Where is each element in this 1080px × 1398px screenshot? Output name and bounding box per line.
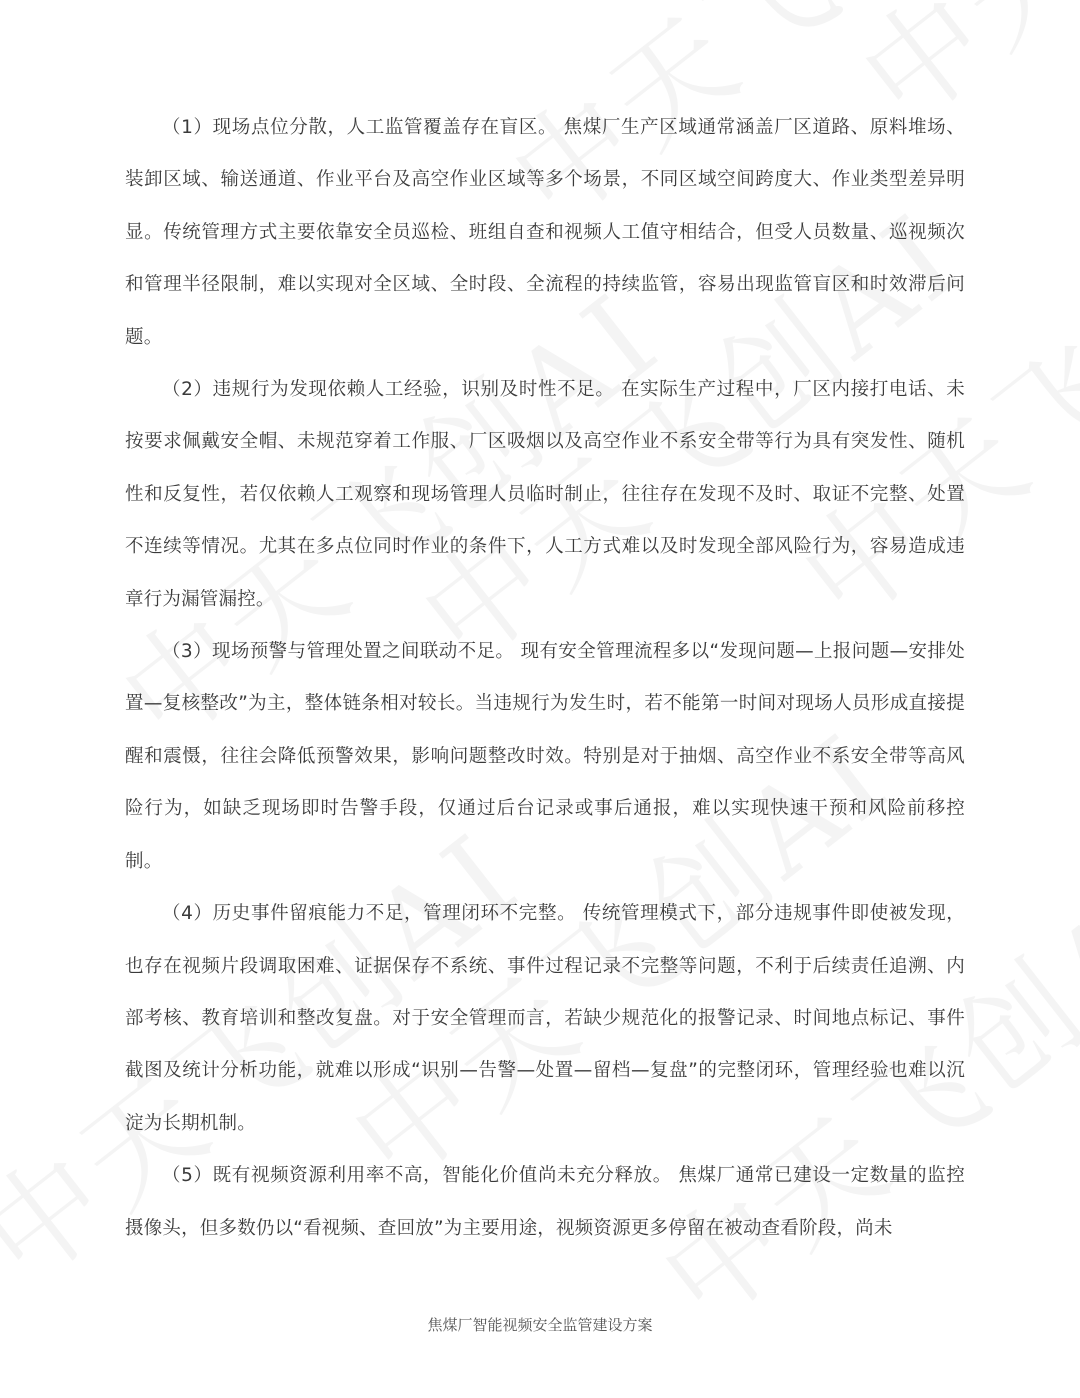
paragraph-text: 传统管理模式下，部分违规事件即使被发现，也存在视频片段调取困难、证据保存不系统、事件过程记录不完整等问题，不利于后续责任追溯、内部考核、教育培训和整改复盘。对于安全管理而言，若缺少规范化的报警记录、时间地点标记、事件截图及统计分析功能，就难以形成“识别—告警—处置—留档—复盘”的完整闭环，管理经验也难以沉淀为长期机制。 [125,903,965,1134]
paragraph-lead: （4）历史事件留痕能力不足，管理闭环不完整。 [162,903,577,925]
paragraph-lead: （2）违规行为发现依赖人工经验，识别及时性不足。 [162,379,615,401]
paragraph-text: 在实际生产过程中，厂区内接打电话、未按要求佩戴安全帽、未规范穿着工作服、厂区吸烟以及高空作业不系安全带等行为具有突发性、随机性和反复性，若仅依赖人工观察和现场管理人员临时制止，往往存在发现不及时、取证不完整、处置不连续等情况。尤其在多点位同时作业的条件下，人工方式难以及时发现全部风险行为，容易造成违章行为漏管漏控。 [125,379,965,610]
paragraph-text: 现有安全管理流程多以“发现问题—上报问题—安排处置—复核整改”为主，整体链条相对较长。当违规行为发生时，若不能第一时间对现场人员形成直接提醒和震慑，往往会降低预警效果，影响问题整改时效。特别是对于抽烟、高空作业不系安全带等高风险行为，如缺乏现场即时告警手段，仅通过后台记录或事后通报，难以实现快速干预和风险前移控制。 [125,641,965,872]
paragraph-lead: （1）现场点位分散，人工监管覆盖存在盲区。 [162,117,558,138]
paragraph-4 [125,888,965,1150]
paragraph-3 [125,626,965,888]
paragraph-5 [125,1150,965,1255]
paragraph-text: 焦煤厂通常已建设一定数量的监控摄像头，但多数仍以“看视频、查回放”为主要用途，视频资源更多停留在被动查看阶段，尚未 [125,1165,965,1239]
paragraph-1 [125,102,965,364]
paragraph-lead: （5）既有视频资源利用率不高，智能化价值尚未充分释放。 [162,1165,672,1187]
page-footer: 焦煤厂智能视频安全监管建设方案 [427,1316,653,1334]
paragraph-text: 焦煤厂生产区域通常涵盖厂区道路、原料堆场、装卸区域、输送通道、作业平台及高空作业区域等多个场景，不同区域空间跨度大、作业类型差异明显。传统管理方式主要依靠安全员巡检、班组自查和视频人工值守相结合，但受人员数量、巡视频次和管理半径限制，难以实现对全区域、全时段、全流程的持续监管，容易出现监管盲区和时效滞后问题。 [125,117,965,348]
paragraph-lead: （3）现场预警与管理处置之间联动不足。 [162,641,515,663]
document-body [125,102,965,1255]
paragraph-2 [125,364,965,626]
